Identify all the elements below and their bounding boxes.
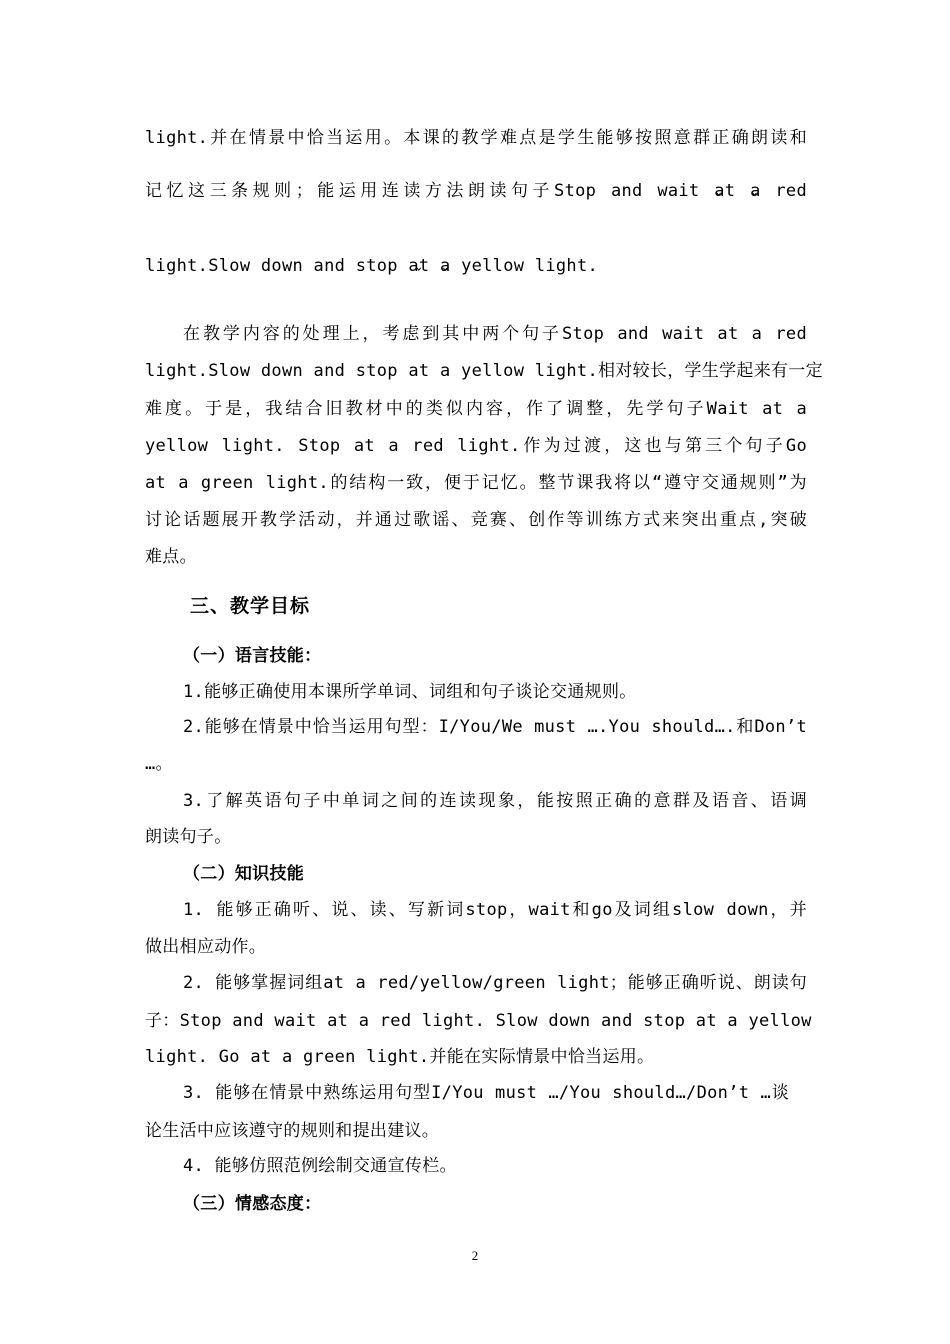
liaison-mark-word: at ˇ	[408, 255, 429, 277]
subsection-heading: （二）知识技能	[183, 864, 305, 884]
liaison-mark-word: a ˇ	[440, 255, 451, 277]
list-item: 3.了解英语句子中单词之间的连读现象，能按照正确的意群及语音、语调	[183, 791, 807, 811]
liaison-mark-word: a ˇ	[750, 180, 761, 202]
text-segment: red	[760, 181, 807, 201]
text-line: light.并在情景中恰当运用。本课的教学难点是学生能够按照意群正确朗读和	[145, 128, 807, 148]
text-line: 难度。于是，我结合旧教材中的类似内容，作了调整，先学句子Wait at a	[145, 399, 807, 419]
page-number: 2	[471, 1248, 479, 1263]
text-line-liaison	[145, 180, 807, 202]
paragraph-first-line: 在教学内容的处理上，考虑到其中两个句子Stop and wait at a red	[183, 324, 807, 344]
text-line: 子：Stop and wait at a red light. Slow down and stop at a yellow	[145, 1011, 812, 1031]
text-line: 难点。	[145, 547, 197, 567]
list-item: 3. 能够在情景中熟练运用句型I/You must …/You should…/Don’t …谈	[183, 1083, 789, 1103]
text-line: 论生活中应该遵守的规则和提出建议。	[145, 1121, 440, 1141]
text-segment	[735, 181, 750, 201]
text-line: light. Go at a green light.并能在实际情景中恰当运用。	[145, 1047, 655, 1067]
liaison-mark-word: at ˇ	[714, 180, 735, 202]
text-segment	[429, 256, 440, 276]
list-item: 1. 能够正确听、说、读、写新词stop，wait和go及词组slow down，并	[183, 900, 807, 920]
text-segment: light.Slow down and stop	[145, 256, 409, 276]
text-line: light.Slow down and stop at a yellow light.相对较长，学生学起来有一定	[145, 361, 823, 381]
text-line: 讨论话题展开教学活动，并通过歌谣、竞赛、创作等训练方式来突出重点,突破	[145, 510, 807, 530]
text-line: 朗读句子。	[145, 827, 232, 847]
subsection-heading: （三）情感态度：	[183, 1194, 322, 1214]
text-line: at a green light.的结构一致，便于记忆。整节课我将以“遵守交通规则”为	[145, 473, 807, 493]
list-item: 4. 能够仿照范例绘制交通宣传栏。	[183, 1156, 457, 1176]
text-line: yellow light. Stop at a red light.作为过渡，这也与第三个句子Go	[145, 436, 807, 456]
list-item: 2.能够在情景中恰当运用句型：I/You/We must ….You should….和Don’t	[183, 717, 807, 737]
text-segment: yellow light.	[450, 256, 599, 276]
list-item: 1.能够正确使用本课所学单词、词组和句子谈论交通规则。	[183, 682, 637, 702]
text-segment: 记忆这三条规则；能运用连读方法朗读句子Stop and wait	[145, 181, 715, 201]
text-line: …。	[145, 754, 173, 774]
text-line: 做出相应动作。	[145, 937, 267, 957]
subsection-heading: （一）语言技能：	[183, 646, 322, 666]
section-heading: 三、教学目标	[190, 595, 311, 617]
list-item: 2. 能够掌握词组at a red/yellow/green light；能够正确听说、朗读句	[183, 973, 807, 993]
text-line-liaison	[145, 255, 598, 277]
